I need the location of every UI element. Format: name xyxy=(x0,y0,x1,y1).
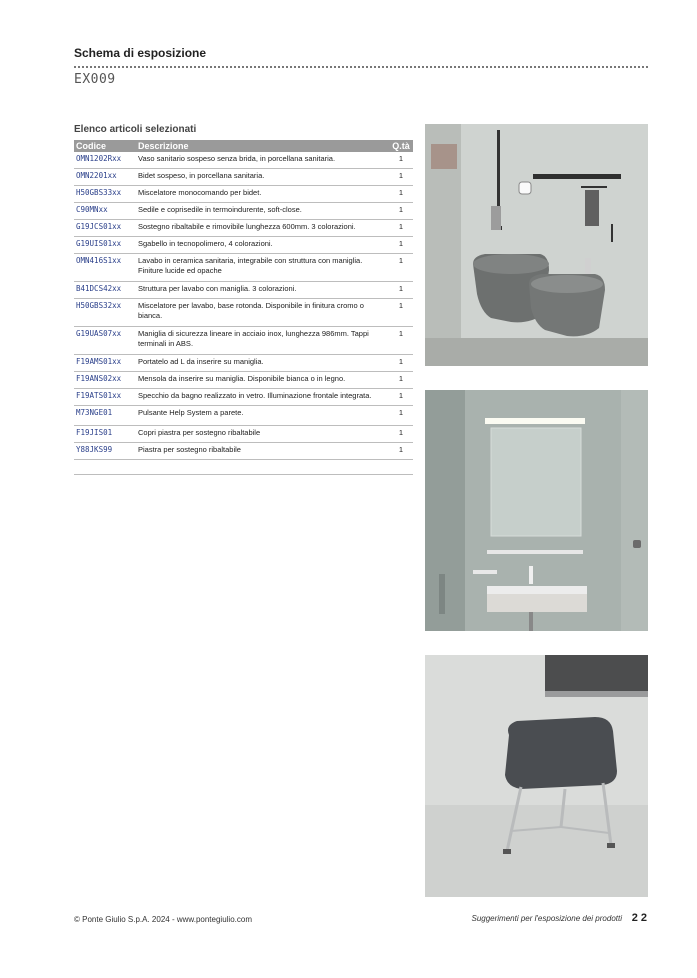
table-row xyxy=(74,355,413,372)
item-description: Lavabo in ceramica sanitaria, integrabile con struttura con maniglia. Finiture lucide ed opache xyxy=(138,256,363,275)
items-table xyxy=(74,140,413,475)
item-quantity: 1 xyxy=(398,445,404,454)
table-row xyxy=(74,299,413,327)
photo-stool xyxy=(425,655,648,897)
item-description: Copri piastra per sostegno ribaltabile xyxy=(138,428,261,437)
page-title: Schema di esposizione xyxy=(74,46,207,60)
column-header-description: Descrizione xyxy=(138,141,189,151)
table-row xyxy=(74,203,413,220)
item-description: Sgabello in tecnopolimero, 4 colorazioni. xyxy=(138,239,273,248)
footer-subtitle: Suggerimenti per l'esposizione dei prodotti xyxy=(471,914,622,923)
section-title: Elenco articoli selezionati xyxy=(74,124,197,135)
table-row xyxy=(74,169,413,186)
item-quantity: 1 xyxy=(398,408,404,417)
item-description: Sedile e coprisedile in termoindurente, soft-close. xyxy=(138,205,302,214)
item-description: Portatelo ad L da inserire su maniglia. xyxy=(138,357,264,366)
item-code: G19UIS01xx xyxy=(76,239,122,248)
table-row xyxy=(74,282,413,299)
item-quantity: 1 xyxy=(398,222,404,231)
item-code: B41DCS42xx xyxy=(76,284,122,293)
item-code: OMN1202Rxx xyxy=(76,154,122,163)
table-row xyxy=(74,443,413,460)
item-quantity: 1 xyxy=(398,374,404,383)
item-quantity: 1 xyxy=(398,239,404,248)
item-code: H50GBS33xx xyxy=(76,188,122,197)
photo-washbasin-mirror xyxy=(425,390,648,631)
item-quantity: 1 xyxy=(398,391,404,400)
page-number: 2 2 xyxy=(631,912,647,924)
table-row xyxy=(74,327,413,355)
item-description: Mensola da inserire su maniglia. Disponibile bianca o in legno. xyxy=(138,374,346,383)
item-quantity: 1 xyxy=(398,329,404,338)
exhibit-code: EX009 xyxy=(74,72,116,87)
item-quantity: 1 xyxy=(398,171,404,180)
item-description: Maniglia di sicurezza lineare in acciaio inox, lunghezza 986mm. Tappi terminali in ABS. xyxy=(138,329,369,348)
item-quantity: 1 xyxy=(398,284,404,293)
item-code: F19ATS01xx xyxy=(76,391,122,400)
item-description: Vaso sanitario sospeso senza brida, in porcellana sanitaria. xyxy=(138,154,336,163)
item-code: Y88JKS99 xyxy=(76,445,113,454)
item-quantity: 1 xyxy=(398,188,404,197)
item-code: M73NGE01 xyxy=(76,408,113,417)
table-header xyxy=(74,140,413,152)
item-code: G19JCS01xx xyxy=(76,222,122,231)
table-row xyxy=(74,186,413,203)
item-code: G19UAS07xx xyxy=(76,329,122,338)
item-description: Bidet sospeso, in porcellana sanitaria. xyxy=(138,171,265,180)
table-row xyxy=(74,254,413,282)
table-row xyxy=(74,426,413,443)
column-header-code: Codice xyxy=(76,141,107,151)
item-description: Struttura per lavabo con maniglia. 3 colorazioni. xyxy=(138,284,297,293)
item-code: F19ANS02xx xyxy=(76,374,122,383)
footer-copyright: © Ponte Giulio S.p.A. 2024 - www.pontegiulio.com xyxy=(74,915,252,924)
item-description: Sostegno ribaltabile e rimovibile lunghezza 600mm. 3 colorazioni. xyxy=(138,222,356,231)
item-code: OMN416S1xx xyxy=(76,256,122,265)
item-quantity: 1 xyxy=(398,357,404,366)
table-row xyxy=(74,237,413,254)
item-quantity: 1 xyxy=(398,154,404,163)
item-quantity: 1 xyxy=(398,256,404,265)
table-row xyxy=(74,406,413,426)
item-description: Miscelatore per lavabo, base rotonda. Disponibile in finitura cromo o bianca. xyxy=(138,301,364,320)
photo-wc-bidet xyxy=(425,124,648,366)
item-description: Specchio da bagno realizzato in vetro. Illuminazione frontale integrata. xyxy=(138,391,372,400)
item-code: C90MNxx xyxy=(76,205,108,214)
item-description: Pulsante Help System a parete. xyxy=(138,408,244,417)
table-row xyxy=(74,152,413,169)
item-description: Miscelatore monocomando per bidet. xyxy=(138,188,262,197)
item-code: F19JIS01 xyxy=(76,428,113,437)
table-row xyxy=(74,220,413,237)
item-code: F19AMS01xx xyxy=(76,357,122,366)
item-description: Piastra per sostegno ribaltabile xyxy=(138,445,241,454)
table-bottom-rule xyxy=(74,474,413,475)
table-row xyxy=(74,389,413,406)
dotted-divider xyxy=(74,66,648,68)
item-code: H50GBS32xx xyxy=(76,301,122,310)
item-quantity: 1 xyxy=(398,205,404,214)
item-code: OMN2201xx xyxy=(76,171,117,180)
item-quantity: 1 xyxy=(398,301,404,310)
item-quantity: 1 xyxy=(398,428,404,437)
table-row xyxy=(74,372,413,389)
column-header-quantity: Q.tà xyxy=(392,141,410,151)
